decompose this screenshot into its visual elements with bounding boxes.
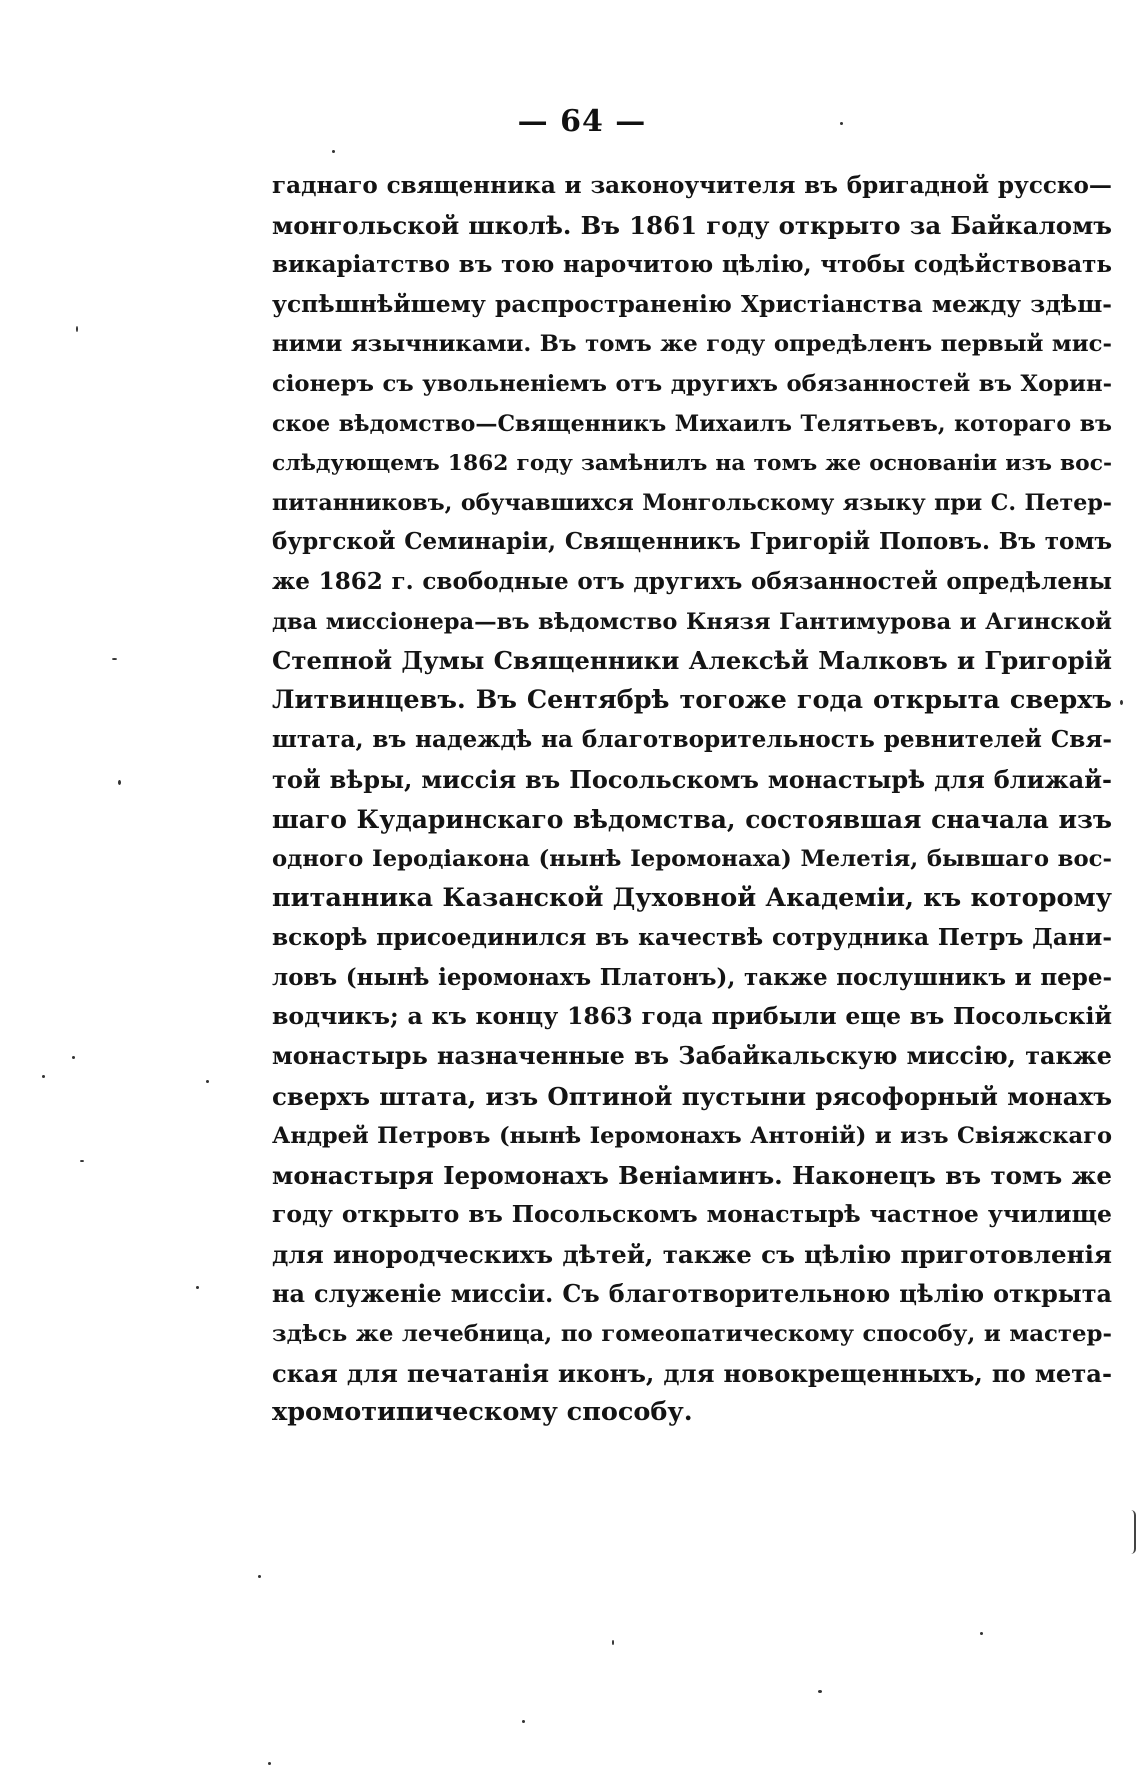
scan-speck — [258, 1575, 261, 1578]
text-line-content: той вѣры, миссія въ Посольскомъ монастырѣ для ближай- — [272, 764, 1112, 794]
text-line-content: Степной Думы Священники Алексѣй Малковъ и Григорій — [272, 646, 1112, 676]
text-line-content: успѣшнѣйшему распространенію Христіанства между здѣш- — [272, 289, 1112, 318]
text-line-content: монгольской школѣ. Въ 1861 году открыто за Байкаломъ — [272, 210, 1112, 240]
text-line — [272, 206, 1112, 246]
text-line-content: водчикъ; а къ концу 1863 года прибыли еще въ Посольскій — [272, 1002, 1112, 1031]
text-line-content: здѣсь же лечебница, по гомеопатическому способу, и мастер- — [272, 1321, 1112, 1348]
scan-speck — [980, 1632, 983, 1635]
text-line-content: бургской Семинаріи, Священникъ Григорій Поповъ. Въ томъ — [272, 528, 1112, 556]
scan-speck — [118, 780, 121, 785]
page-number: — 64 — — [517, 104, 647, 139]
scan-speck — [112, 658, 117, 660]
text-line-content: шаго Кударинскаго вѣдомства, состоявшая сначала изъ — [272, 804, 1112, 834]
text-line — [272, 364, 1112, 404]
text-line — [272, 1037, 1112, 1077]
scan-speck — [76, 326, 78, 332]
text-line — [272, 760, 1112, 800]
scan-edge-mark — [1131, 1510, 1136, 1554]
text-line-content: ская для печатанія иконъ, для новокрещенныхъ, по мета- — [272, 1358, 1112, 1388]
text-line-content: сіонеръ съ увольненіемъ отъ другихъ обязанностей въ Хорин- — [272, 370, 1112, 397]
text-line — [272, 245, 1112, 285]
text-line — [272, 681, 1112, 721]
text-line-content: на служеніе миссіи. Съ благотворительною цѣлію открыта — [272, 1279, 1112, 1308]
text-line-content: Андрей Петровъ (нынѣ Іеромонахъ Антоній) и изъ Свіяжскаго — [272, 1123, 1112, 1150]
text-line — [272, 483, 1112, 523]
text-line — [272, 285, 1112, 325]
text-line — [272, 839, 1112, 879]
text-line-content: сверхъ штата, изъ Оптиной пустыни рясофорный монахъ — [272, 1081, 1112, 1111]
text-line-content: Литвинцевъ. Въ Сентябрѣ тогоже года открыта сверхъ — [272, 684, 1112, 715]
text-line — [272, 800, 1112, 840]
text-line-content: штата, въ надеждѣ на благотворительность ревнителей Свя- — [272, 726, 1112, 754]
text-line — [272, 562, 1112, 602]
text-line — [272, 879, 1112, 919]
text-line — [272, 522, 1112, 562]
text-line-content: монастырь назначенные въ Забайкальскую миссію, также — [272, 1042, 1112, 1071]
text-line-content: ловъ (нынѣ іеромонахъ Платонъ), также послушникъ и пере- — [272, 963, 1112, 991]
text-line — [272, 1275, 1112, 1315]
text-line — [272, 1156, 1112, 1196]
body-text — [272, 166, 1112, 1433]
text-line-content: хромотипическому способу. — [272, 1397, 693, 1428]
text-line — [272, 324, 1112, 364]
text-line — [272, 1354, 1112, 1394]
text-line — [272, 1393, 1112, 1433]
text-line-content: два миссіонера—въ вѣдомство Князя Гантимурова и Агинской — [272, 608, 1112, 635]
text-line — [272, 1116, 1112, 1156]
text-line-content: гаднаго священника и законоучителя въ бригадной русско— — [272, 172, 1112, 199]
text-line — [272, 958, 1112, 998]
scan-speck — [840, 122, 843, 125]
scan-speck — [1120, 700, 1123, 705]
scan-speck — [818, 1690, 822, 1693]
text-line-content: одного Іеродіакона (нынѣ Іеромонаха) Мелетія, бывшаго вос- — [272, 846, 1112, 873]
scan-speck — [206, 1080, 209, 1083]
text-line-content: вскорѣ присоединился въ качествѣ сотрудника Петръ Дани- — [272, 924, 1112, 952]
scan-speck — [268, 1762, 271, 1765]
text-line-content: питанниковъ, обучавшихся Монгольскому языку при С. Петер- — [272, 489, 1112, 516]
scan-speck — [332, 150, 335, 153]
scan-speck — [72, 1056, 75, 1059]
scan-speck — [612, 1640, 614, 1645]
text-line-content: монастыря Іеромонахъ Веніаминъ. Наконецъ въ томъ же — [272, 1160, 1112, 1190]
text-line — [272, 1077, 1112, 1117]
text-line — [272, 166, 1112, 206]
text-line — [272, 1314, 1112, 1354]
text-line-content: ними язычниками. Въ томъ же году опредѣленъ первый мис- — [272, 331, 1112, 358]
text-line-content: же 1862 г. свободные отъ другихъ обязанностей опредѣлены — [272, 567, 1112, 595]
scan-speck — [42, 1075, 45, 1078]
text-line — [272, 720, 1112, 760]
text-line — [272, 918, 1112, 958]
scan-speck — [196, 1286, 199, 1289]
text-line-content: питанника Казанской Духовной Академіи, къ которому — [272, 882, 1112, 913]
text-line-content: ское вѣдомство—Священникъ Михаилъ Телятьевъ, котораго въ — [272, 410, 1112, 437]
text-line-content: для инородческихъ дѣтей, также съ цѣлію приготовленія — [272, 1240, 1112, 1270]
text-line — [272, 404, 1112, 444]
text-line — [272, 1235, 1112, 1275]
text-line — [272, 443, 1112, 483]
text-line — [272, 641, 1112, 681]
scan-speck — [522, 1720, 525, 1723]
text-line — [272, 602, 1112, 642]
text-line-content: году открыто въ Посольскомъ монастырѣ частное училище — [272, 1200, 1112, 1229]
scan-speck — [80, 1160, 84, 1162]
text-line — [272, 997, 1112, 1037]
text-line — [272, 1195, 1112, 1235]
text-line-content: слѣдующемъ 1862 году замѣнилъ на томъ же основаніи изъ вос- — [272, 451, 1112, 477]
text-line-content: викаріатство въ тою нарочитою цѣлію, чтобы содѣйствовать — [272, 251, 1112, 279]
